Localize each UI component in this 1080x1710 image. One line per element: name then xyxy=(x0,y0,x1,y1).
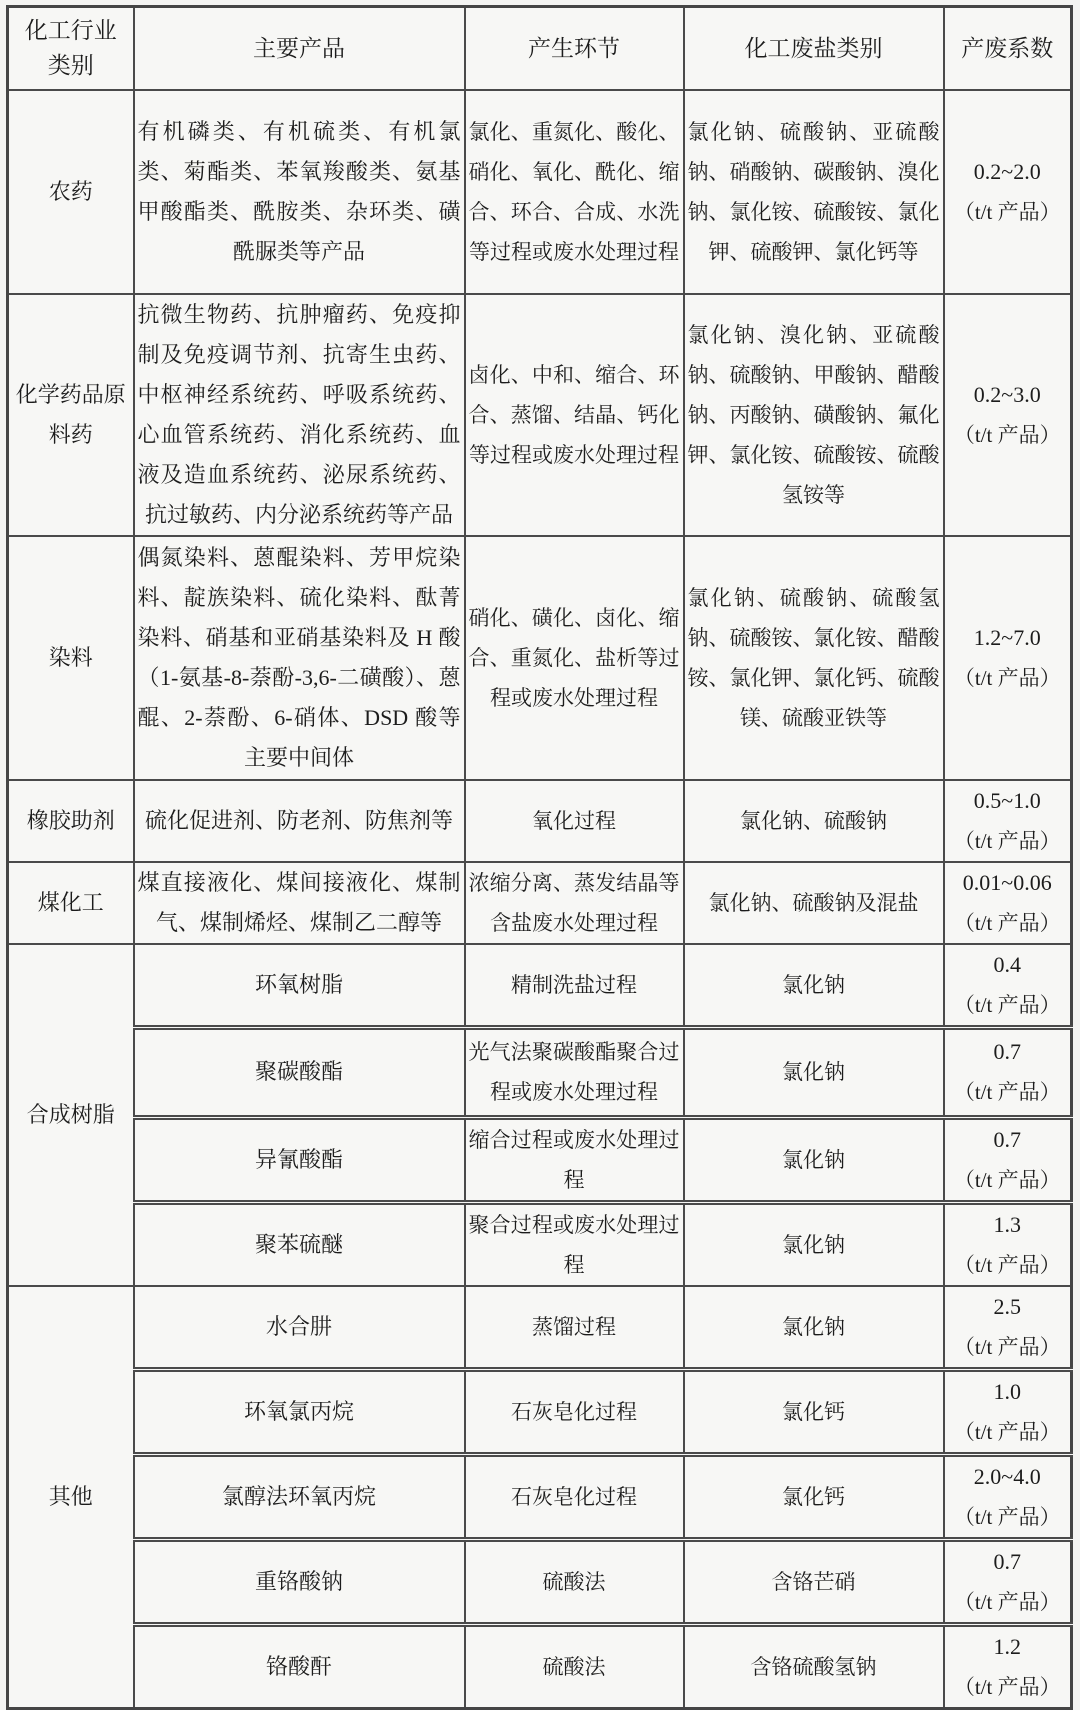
industry-cell: 橡胶助剂 xyxy=(8,780,134,862)
coefficient-value: 2.5 xyxy=(993,1293,1021,1319)
coefficient-unit: （t/t 产品） xyxy=(953,422,1061,447)
table-row-other-epichlorohydrin xyxy=(8,1369,1072,1454)
salts-cell: 氯化钠 xyxy=(684,944,944,1028)
coefficient-value: 0.01~0.06 xyxy=(962,869,1052,895)
products-cell: 抗微生物药、抗肿瘤药、免疫抑制及免疫调节剂、抗寄生虫药、中枢神经系统药、呼吸系统药、心血管系统药、消化系统药、血液及造血系统药、泌尿系统药、抗过敏药、内分泌系统药等产品 xyxy=(134,294,465,536)
coefficient-unit: （t/t 产品） xyxy=(953,1504,1061,1529)
table-row-other-hydrazine xyxy=(8,1286,1072,1370)
salts-cell: 氯化钠 xyxy=(684,1286,944,1370)
process-cell: 卤化、中和、缩合、环合、蒸馏、结晶、钙化等过程或废水处理过程 xyxy=(465,294,684,536)
products-cell: 环氧氯丙烷 xyxy=(134,1369,465,1454)
coefficient-unit: （t/t 产品） xyxy=(953,199,1061,224)
process-cell: 聚合过程或废水处理过程 xyxy=(465,1202,684,1286)
coefficient-unit: （t/t 产品） xyxy=(953,665,1061,690)
products-cell: 聚苯硫醚 xyxy=(134,1202,465,1286)
salts-cell: 氯化钙 xyxy=(684,1454,944,1539)
products-cell: 异氰酸酯 xyxy=(134,1117,465,1202)
process-cell: 硝化、磺化、卤化、缩合、重氮化、盐析等过程或废水处理过程 xyxy=(465,536,684,780)
products-cell: 有机磷类、有机硫类、有机氯类、菊酯类、苯氧羧酸类、氨基甲酸酯类、酰胺类、杂环类、磺酰脲类等产品 xyxy=(134,90,465,294)
table-row-resin-isocyanate xyxy=(8,1117,1072,1202)
chemical-waste-salt-table xyxy=(6,5,1073,1710)
salts-cell: 氯化钙 xyxy=(684,1369,944,1454)
table-row-dye xyxy=(8,536,1072,780)
process-cell: 石灰皂化过程 xyxy=(465,1369,684,1454)
process-cell: 石灰皂化过程 xyxy=(465,1454,684,1539)
table-row-pharma xyxy=(8,294,1072,536)
coefficient-value: 1.2 xyxy=(993,1633,1021,1659)
products-cell: 氯醇法环氧丙烷 xyxy=(134,1454,465,1539)
coefficient-value: 0.2~3.0 xyxy=(973,381,1041,407)
table-row-coal xyxy=(8,862,1072,944)
process-cell: 精制洗盐过程 xyxy=(465,944,684,1028)
coefficient-cell xyxy=(944,90,1072,294)
table-row-pesticide xyxy=(8,90,1072,294)
salts-cell: 氯化钠 xyxy=(684,1027,944,1117)
salts-cell: 氯化钠 xyxy=(684,1117,944,1202)
coefficient-value: 1.3 xyxy=(993,1211,1021,1237)
coefficient-unit: （t/t 产品） xyxy=(953,1419,1061,1444)
coefficient-value: 1.2~7.0 xyxy=(973,624,1041,650)
coefficient-cell xyxy=(944,1454,1072,1539)
coefficient-value: 0.7 xyxy=(993,1548,1021,1574)
coefficient-value: 0.2~2.0 xyxy=(973,158,1041,184)
process-cell: 光气法聚碳酸酯聚合过程或废水处理过程 xyxy=(465,1027,684,1117)
process-cell: 硫酸法 xyxy=(465,1624,684,1708)
coefficient-unit: （t/t 产品） xyxy=(953,1080,1061,1104)
coefficient-unit: （t/t 产品） xyxy=(953,1252,1061,1277)
coefficient-cell xyxy=(944,294,1072,536)
coefficient-value: 0.4 xyxy=(993,951,1021,977)
column-header-products: 主要产品 xyxy=(134,7,465,90)
products-cell: 水合肼 xyxy=(134,1286,465,1370)
process-cell: 硫酸法 xyxy=(465,1539,684,1624)
coefficient-cell xyxy=(944,944,1072,1028)
coefficient-value: 0.7 xyxy=(993,1039,1021,1064)
products-cell: 聚碳酸酯 xyxy=(134,1027,465,1117)
industry-cell: 合成树脂 xyxy=(8,944,134,1286)
salts-cell: 氯化钠、硫酸钠、亚硫酸钠、硝酸钠、碳酸钠、溴化钠、氯化铵、硫酸铵、氯化钾、硫酸钾、氯化钙等 xyxy=(684,90,944,294)
coefficient-cell xyxy=(944,780,1072,862)
table-row-resin-polycarbonate xyxy=(8,1027,1072,1117)
coefficient-cell xyxy=(944,1369,1072,1454)
table-row-other-propylene-oxide xyxy=(8,1454,1072,1539)
products-cell: 硫化促进剂、防老剂、防焦剂等 xyxy=(134,780,465,862)
coefficient-unit: （t/t 产品） xyxy=(953,1167,1061,1192)
salts-cell: 氯化钠、硫酸钠、硫酸氢钠、硫酸铵、氯化铵、醋酸铵、氯化钾、氯化钙、硫酸镁、硫酸亚铁等 xyxy=(684,536,944,780)
table-header-row xyxy=(8,7,1072,90)
column-header-industry: 化工行业类别 xyxy=(8,7,134,90)
coefficient-cell xyxy=(944,1539,1072,1624)
salts-cell: 氯化钠、硫酸钠 xyxy=(684,780,944,862)
table-row-resin-pps xyxy=(8,1202,1072,1286)
table-row-rubber xyxy=(8,780,1072,862)
industry-cell: 其他 xyxy=(8,1286,134,1709)
coefficient-value: 0.5~1.0 xyxy=(973,787,1041,813)
coefficient-cell xyxy=(944,536,1072,780)
process-cell: 缩合过程或废水处理过程 xyxy=(465,1117,684,1202)
column-header-process: 产生环节 xyxy=(465,7,684,90)
coefficient-unit: （t/t 产品） xyxy=(953,910,1061,935)
industry-cell: 化学药品原料药 xyxy=(8,294,134,536)
coefficient-cell xyxy=(944,862,1072,944)
coefficient-unit: （t/t 产品） xyxy=(953,1674,1061,1699)
coefficient-unit: （t/t 产品） xyxy=(953,1334,1061,1359)
industry-cell: 农药 xyxy=(8,90,134,294)
coefficient-cell xyxy=(944,1027,1072,1117)
process-cell: 浓缩分离、蒸发结晶等含盐废水处理过程 xyxy=(465,862,684,944)
coefficient-value: 1.0 xyxy=(993,1378,1021,1404)
industry-cell: 染料 xyxy=(8,536,134,780)
products-cell: 煤直接液化、煤间接液化、煤制气、煤制烯烃、煤制乙二醇等 xyxy=(134,862,465,944)
coefficient-cell xyxy=(944,1286,1072,1370)
process-cell: 蒸馏过程 xyxy=(465,1286,684,1370)
industry-cell: 煤化工 xyxy=(8,862,134,944)
products-cell: 偶氮染料、蒽醌染料、芳甲烷染料、靛族染料、硫化染料、酞菁染料、硝基和亚硝基染料及 H 酸（1-氨基-8-萘酚-3,6-二磺酸）、蒽醌、2-萘酚、6-硝体、DSD 酸等主要中间体 xyxy=(134,536,465,780)
salts-cell: 含铬硫酸氢钠 xyxy=(684,1624,944,1708)
process-cell: 氯化、重氮化、酸化、硝化、氧化、酰化、缩合、环合、合成、水洗等过程或废水处理过程 xyxy=(465,90,684,294)
products-cell: 重铬酸钠 xyxy=(134,1539,465,1624)
table-row-resin-epoxy xyxy=(8,944,1072,1028)
salts-cell: 氯化钠 xyxy=(684,1202,944,1286)
table-row-other-chromic-anhydride xyxy=(8,1624,1072,1708)
column-header-coefficient: 产废系数 xyxy=(944,7,1072,90)
coefficient-unit: （t/t 产品） xyxy=(953,828,1061,853)
coefficient-value: 0.7 xyxy=(993,1126,1021,1152)
products-cell: 环氧树脂 xyxy=(134,944,465,1028)
salts-cell: 氯化钠、溴化钠、亚硫酸钠、硫酸钠、甲酸钠、醋酸钠、丙酸钠、磺酸钠、氟化钾、氯化铵、硫酸铵、硫酸氢铵等 xyxy=(684,294,944,536)
column-header-salts: 化工废盐类别 xyxy=(684,7,944,90)
table-row-other-sodium-dichromate xyxy=(8,1539,1072,1624)
products-cell: 铬酸酐 xyxy=(134,1624,465,1708)
coefficient-unit: （t/t 产品） xyxy=(953,992,1061,1017)
salts-cell: 含铬芒硝 xyxy=(684,1539,944,1624)
coefficient-cell xyxy=(944,1624,1072,1708)
coefficient-cell xyxy=(944,1202,1072,1286)
coefficient-cell xyxy=(944,1117,1072,1202)
coefficient-unit: （t/t 产品） xyxy=(953,1589,1061,1614)
salts-cell: 氯化钠、硫酸钠及混盐 xyxy=(684,862,944,944)
process-cell: 氧化过程 xyxy=(465,780,684,862)
coefficient-value: 2.0~4.0 xyxy=(973,1463,1041,1489)
